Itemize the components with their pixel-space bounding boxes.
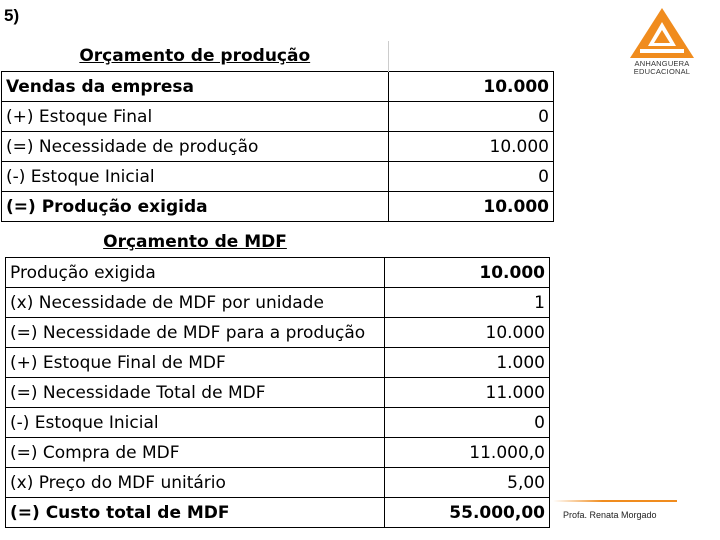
anhanguera-logo <box>626 6 698 82</box>
row-label: (+) Estoque Final de MDF <box>6 348 385 378</box>
table-row <box>6 498 550 528</box>
row-value: 11.000,0 <box>385 438 550 468</box>
row-value: 10.000 <box>385 318 550 348</box>
row-value: 10.000 <box>389 192 554 222</box>
row-value: 10.000 <box>389 72 554 102</box>
slide-number: 5) <box>4 6 20 25</box>
row-value: 10.000 <box>389 132 554 162</box>
row-value: 1.000 <box>385 348 550 378</box>
row-label: (x) Necessidade de MDF por unidade <box>6 288 385 318</box>
row-value: 1 <box>385 288 550 318</box>
row-label: Produção exigida <box>6 258 385 288</box>
table-row <box>2 192 554 222</box>
production-budget-title: Orçamento de produção <box>79 46 311 66</box>
triangle-logo-icon <box>626 6 698 60</box>
row-label: (=) Produção exigida <box>2 192 389 222</box>
table-row <box>2 102 554 132</box>
table-row <box>6 258 550 288</box>
row-value: 0 <box>389 102 554 132</box>
row-label: (x) Preço do MDF unitário <box>6 468 385 498</box>
row-value: 10.000 <box>385 258 550 288</box>
table-row <box>2 72 554 102</box>
mdf-budget-title: Orçamento de MDF <box>103 232 287 252</box>
row-label: (=) Compra de MDF <box>6 438 385 468</box>
row-value: 11.000 <box>385 378 550 408</box>
table-row <box>6 348 550 378</box>
table-row <box>2 162 554 192</box>
table-row <box>2 132 554 162</box>
table-row <box>6 468 550 498</box>
table-row <box>6 288 550 318</box>
table-row <box>6 438 550 468</box>
footer-author: Profa. Renata Morgado <box>563 510 657 520</box>
row-label: (=) Necessidade de MDF para a produção <box>6 318 385 348</box>
row-label: (=) Custo total de MDF <box>6 498 385 528</box>
row-value: 0 <box>389 162 554 192</box>
footer-divider <box>553 500 677 502</box>
row-label: (-) Estoque Inicial <box>2 162 389 192</box>
logo-line2: EDUCACIONAL <box>633 67 691 76</box>
logo-line1: ANHANGUERA <box>634 59 690 68</box>
table-row <box>6 378 550 408</box>
row-label: (-) Estoque Inicial <box>6 408 385 438</box>
row-label: (=) Necessidade de produção <box>2 132 389 162</box>
row-value: 0 <box>385 408 550 438</box>
production-budget-table <box>1 41 554 222</box>
row-label: (=) Necessidade Total de MDF <box>6 378 385 408</box>
row-value: 55.000,00 <box>385 498 550 528</box>
row-value: 5,00 <box>385 468 550 498</box>
mdf-budget-table <box>5 227 550 528</box>
row-label: (+) Estoque Final <box>2 102 389 132</box>
row-label: Vendas da empresa <box>2 72 389 102</box>
table-row <box>6 318 550 348</box>
table-row <box>6 408 550 438</box>
